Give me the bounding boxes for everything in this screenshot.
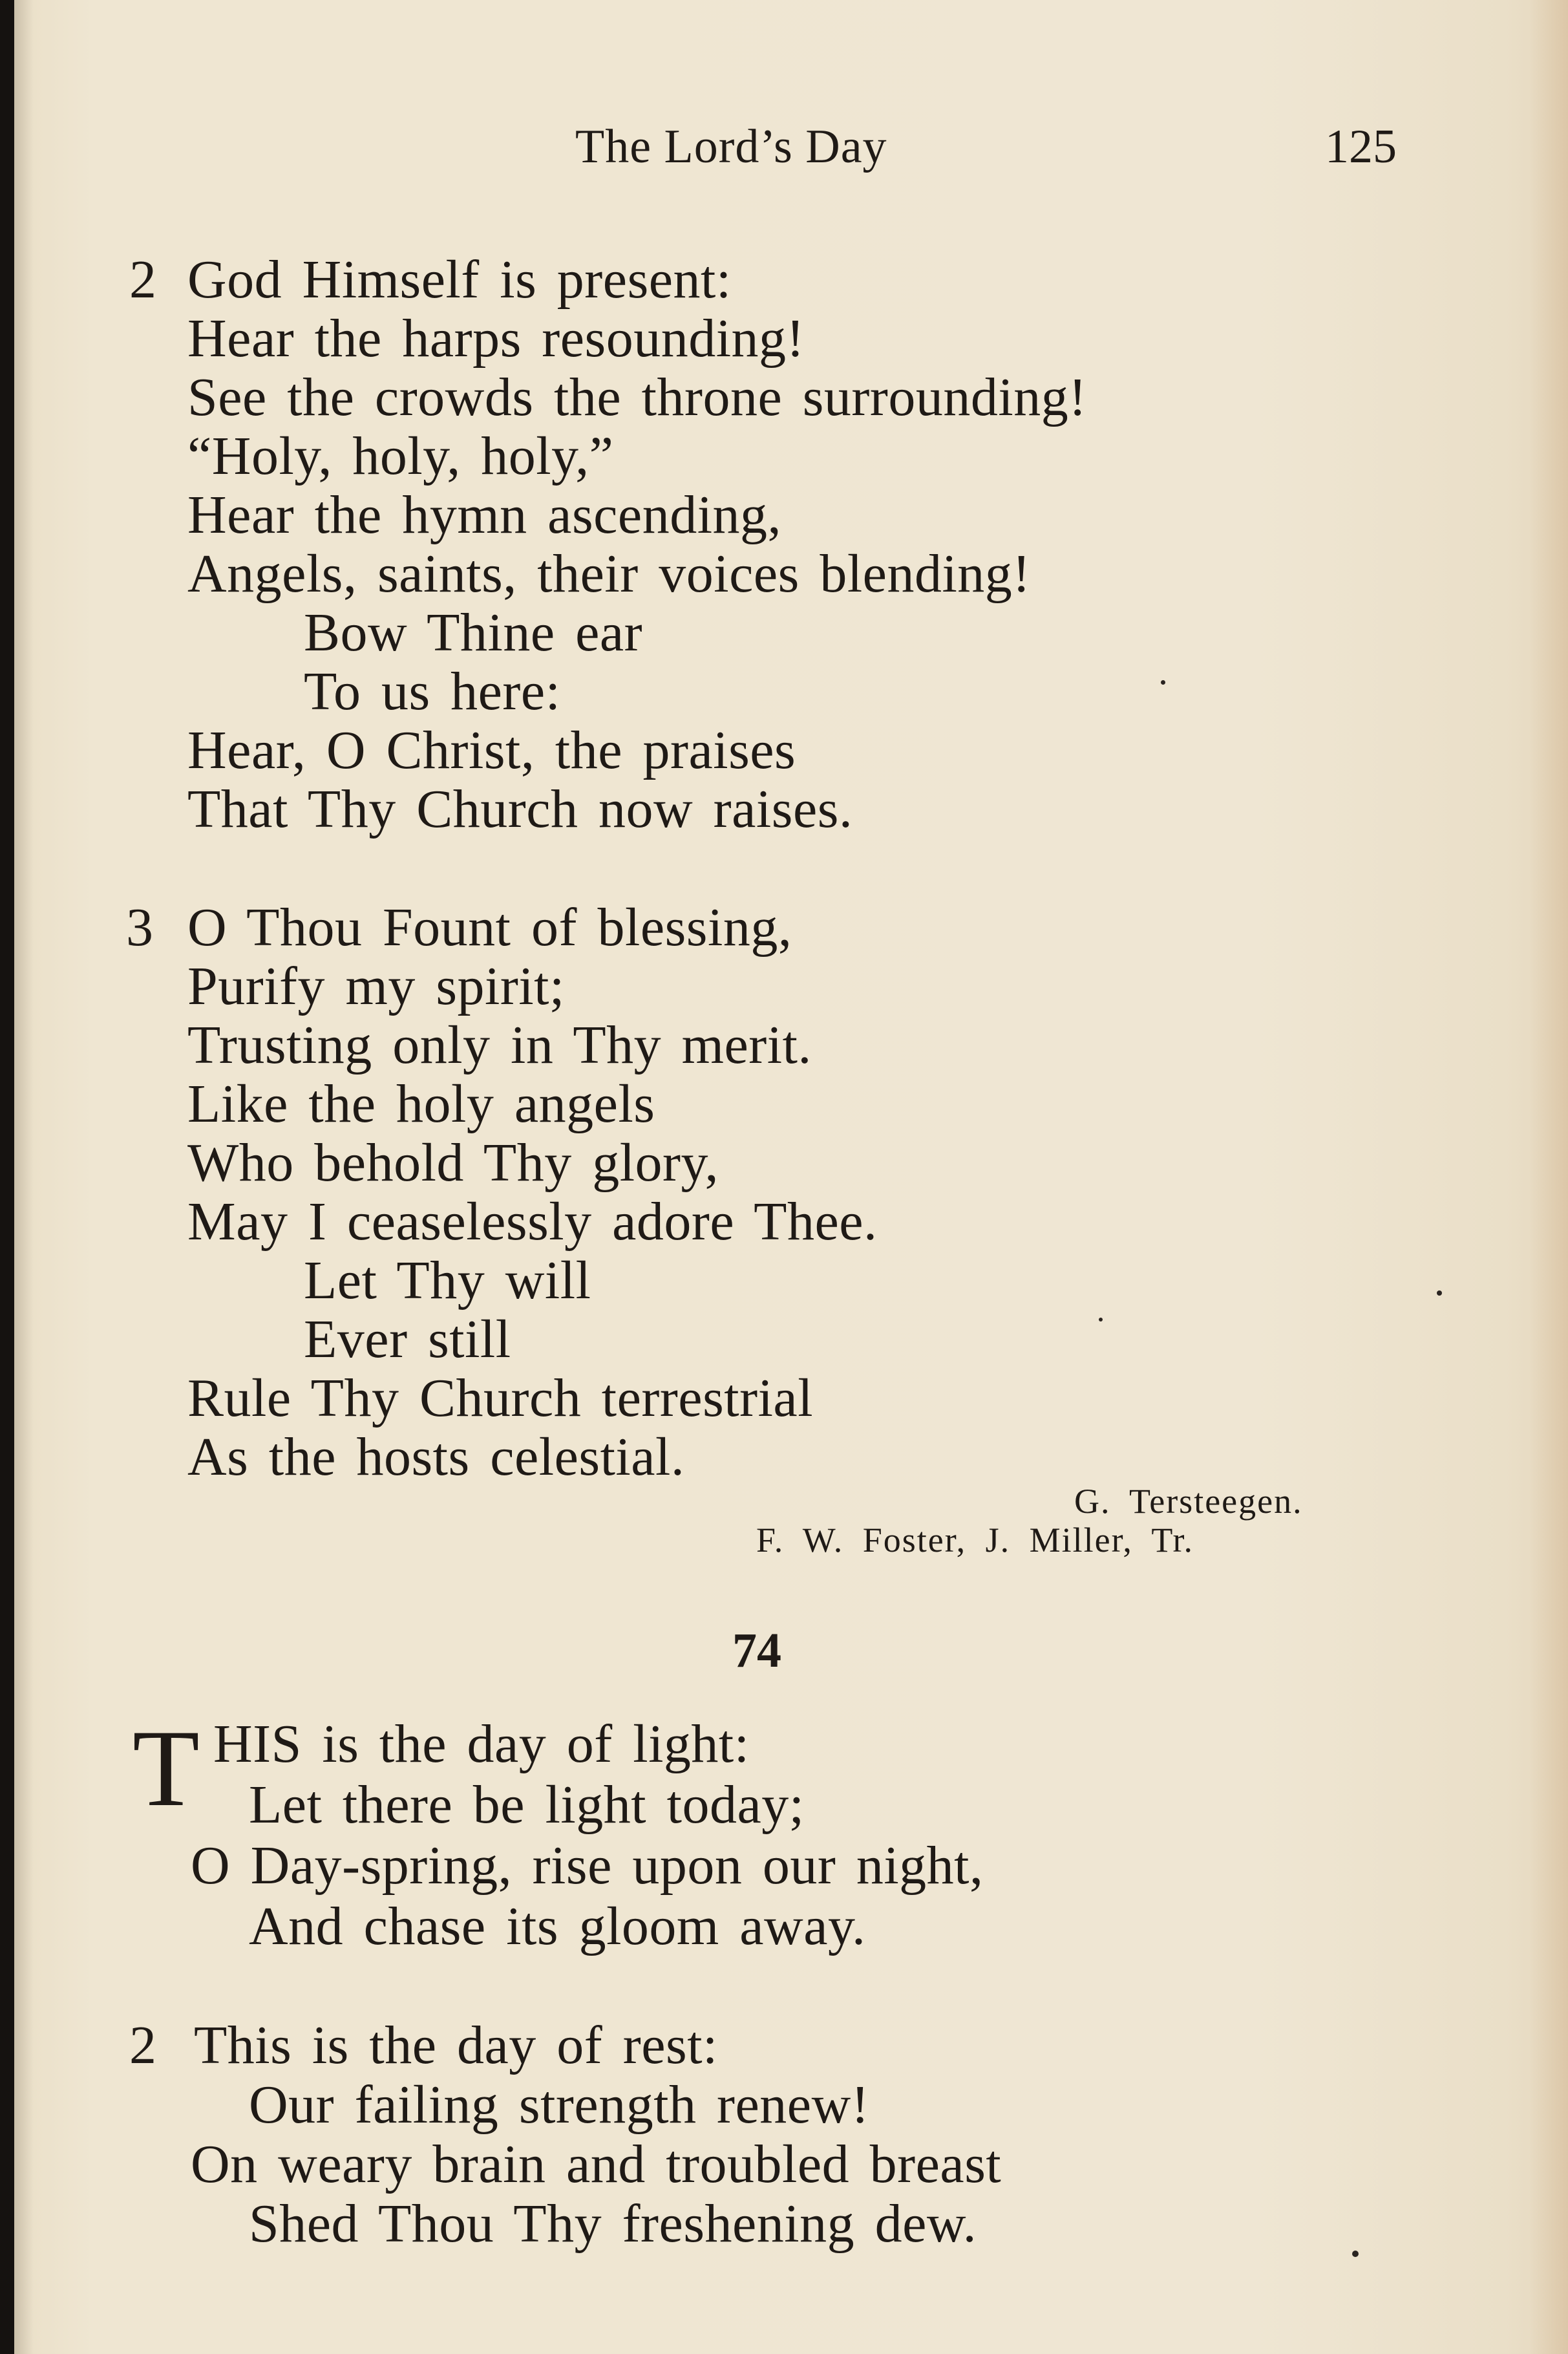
paper-speck (1099, 1318, 1103, 1321)
gutter-shadow (14, 0, 34, 2354)
verse-line: On weary brain and troubled breast (191, 2134, 1002, 2194)
author-credit: G. Tersteegen. (1074, 1482, 1303, 1521)
verse-line-indented: Let there be light today; (249, 1775, 805, 1835)
book-spine-edge (0, 0, 14, 2354)
page-number: 125 (1325, 120, 1397, 173)
stanza-number: 2 (129, 250, 156, 310)
verse-line: May I ceaselessly adore Thee. (187, 1192, 878, 1252)
stanza-number: 2 (129, 2015, 156, 2075)
paper-speck (1437, 1290, 1442, 1296)
verse-line: Trusting only in Thy merit. (187, 1015, 812, 1075)
translator-credit: F. W. Foster, J. Miller, Tr. (756, 1521, 1194, 1559)
stanza-number: 3 (126, 897, 153, 958)
verse-line-indented: To us here: (304, 661, 561, 722)
verse-line-indented: Shed Thou Thy freshening dew. (249, 2194, 977, 2254)
verse-line: Like the holy angels (187, 1074, 655, 1134)
running-head: The Lord’s Day (575, 120, 887, 173)
verse-line: Angels, saints, their voices blending! (187, 544, 1031, 604)
verse-line: That Thy Church now raises. (187, 779, 853, 839)
verse-line: This is the day of rest: (194, 2015, 718, 2075)
paper-speck (1161, 680, 1165, 685)
page-edge-stain (1529, 0, 1568, 2354)
verse-line: See the crowds the throne surrounding! (187, 367, 1087, 427)
hymn-number: 74 (732, 1623, 781, 1678)
verse-line: Hear, O Christ, the praises (187, 720, 796, 780)
verse-line: As the hosts celestial. (187, 1427, 685, 1487)
verse-line: “Holy, holy, holy,” (187, 426, 614, 486)
verse-line: Rule Thy Church terrestrial (187, 1368, 814, 1428)
verse-line-indented: Bow Thine ear (304, 603, 643, 663)
verse-line-indented: Ever still (304, 1309, 511, 1369)
verse-line: Hear the harps resounding! (187, 308, 805, 369)
verse-line-indented: Let Thy will (304, 1250, 591, 1311)
paper-speck (1352, 2251, 1359, 2257)
verse-line: O Day-spring, rise upon our night, (191, 1835, 984, 1896)
drop-cap: T (132, 1707, 200, 1829)
verse-line-indented: Our failing strength renew! (249, 2075, 870, 2135)
verse-line: HIS is the day of light: (213, 1714, 750, 1774)
verse-line: O Thou Fount of blessing, (187, 897, 792, 958)
verse-line: Who behold Thy glory, (187, 1133, 719, 1193)
verse-line-indented: And chase its gloom away. (249, 1896, 866, 1956)
verse-line: Purify my spirit; (187, 956, 565, 1016)
verse-line: God Himself is present: (187, 250, 732, 310)
verse-line: Hear the hymn ascending, (187, 485, 782, 545)
